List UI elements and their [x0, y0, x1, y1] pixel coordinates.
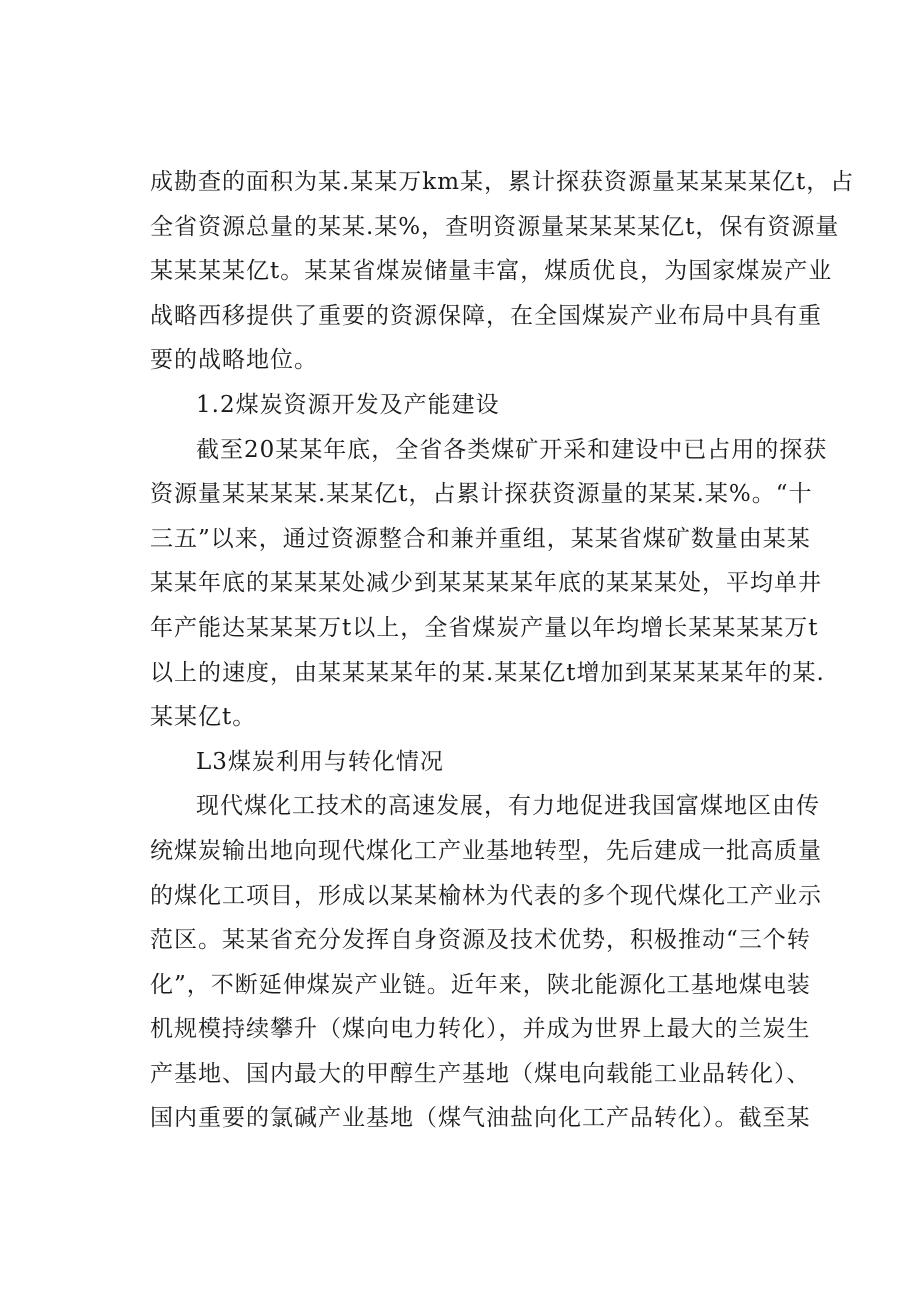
text-line: 全省资源总量的某某.某%，查明资源量某某某某亿t，保有资源量 [150, 213, 840, 240]
section-heading: L3煤炭利用与转化情况 [196, 748, 444, 775]
text-line: 国内重要的氯碱产业基地（煤气油盐向化工产品转化）。截至某 [150, 1105, 811, 1132]
text-line: 产基地、国内最大的甲醇生产基地（煤电向载能工业品转化）、 [150, 1060, 811, 1087]
text-line: 资源量某某某某.某某亿t，占累计探获资源量的某某.某%。“十 [150, 481, 813, 508]
text-line: 某某亿t。 [150, 704, 257, 731]
text-line: 截至20某某年底，全省各类煤矿开采和建设中已占用的探获 [196, 436, 828, 463]
text-line: 要的战略地位。 [150, 347, 318, 374]
text-line: 某某年底的某某某处减少到某某某某年底的某某某处，平均单井 [150, 570, 822, 597]
text-line: 某某某某亿t。某某省煤炭储量丰富，煤质优良，为国家煤炭产业 [150, 258, 833, 285]
text-line: 机规模持续攀升（煤向电力转化），并成为世界上最大的兰炭生 [150, 1016, 811, 1043]
document-body [150, 160, 855, 1141]
text-line: 年产能达某某某万t以上，全省煤炭产量以年均增长某某某某万t [150, 614, 819, 641]
text-line: 成勘查的面积为某.某某万km某，累计探获资源量某某某某亿t，占 [150, 169, 855, 195]
text-line: 的煤化工项目，形成以某某榆林为代表的多个现代煤化工产业示 [150, 882, 822, 909]
text-line: 化”，不断延伸煤炭产业链。近年来，陕北能源化工基地煤电装 [150, 971, 811, 998]
text-line: 三五”以来，通过资源整合和兼并重组，某某省煤矿数量由某某 [150, 525, 811, 552]
text-line: 范区。某某省充分发挥自身资源及技术优势，积极推动“三个转 [150, 927, 811, 954]
text-line: 现代煤化工技术的高速发展，有力地促进我国富煤地区由传 [196, 793, 820, 820]
section-heading: 1.2煤炭资源开发及产能建设 [196, 391, 500, 418]
text-line: 以上的速度，由某某某某年的某.某某亿t增加到某某某某年的某. [150, 659, 825, 686]
text-line: 统煤炭输出地向现代煤化工产业基地转型，先后建成一批高质量 [150, 837, 822, 864]
text-line: 战略西移提供了重要的资源保障，在全国煤炭产业布局中具有重 [150, 302, 822, 329]
